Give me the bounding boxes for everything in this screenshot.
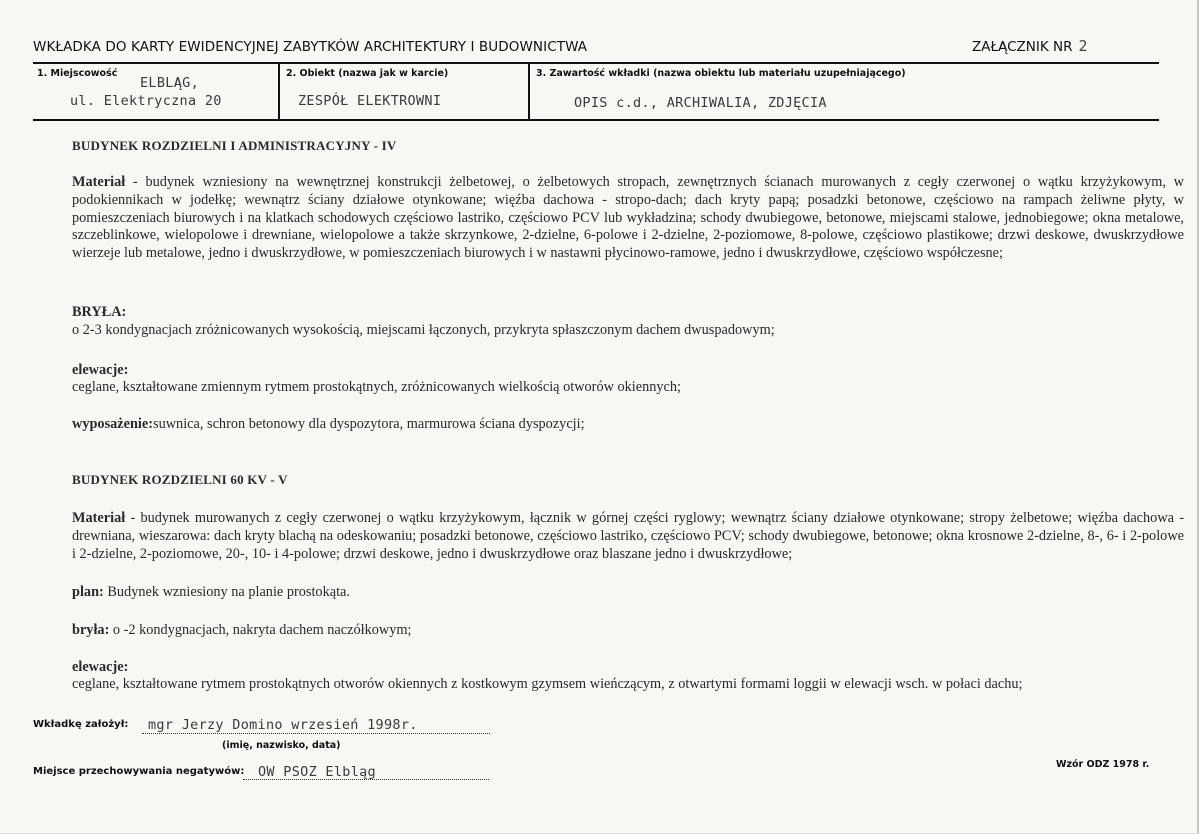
author-hint: (imię, nazwisko, data) <box>222 740 341 751</box>
wyposazenie-label: wyposażenie: <box>72 416 154 432</box>
contents-value: OPIS c.d., ARCHIWALIA, ZDJĘCIA <box>574 95 827 111</box>
author-label: Wkładkę założył: <box>33 719 129 730</box>
section-v-material <box>72 510 1184 563</box>
bryla-label: BRYŁA: <box>72 304 127 320</box>
section-v-plan <box>72 584 350 601</box>
location-label: 1. Miejscowość <box>37 68 118 79</box>
section-iv-elewacje-label <box>72 362 128 379</box>
header-top-rule <box>33 62 1159 64</box>
storage-value: OW PSOZ Elbląg <box>258 764 376 780</box>
section-iv-elewacje-text: ceglane, kształtowane zmiennym rytmem prostokątnych, zróżnicowanych wielkością otworów okiennych; <box>72 379 682 395</box>
plan-text: Budynek wzniesiony na planie prostokąta. <box>103 584 350 600</box>
author-dotted-line <box>142 733 490 734</box>
section-v-elewacje-label <box>72 659 128 676</box>
elewacje-label: elewacje: <box>72 362 129 378</box>
elewacje-label: elewacje: <box>72 659 129 675</box>
storage-label: Miejsce przechowywania negatywów: <box>33 766 245 777</box>
storage-dotted-line <box>243 779 489 780</box>
header-divider-1 <box>278 63 280 120</box>
annex-number: 2 <box>1078 37 1088 55</box>
object-value: ZESPÓŁ ELEKTROWNI <box>298 93 442 109</box>
section-iv-material <box>72 174 1184 263</box>
location-city: ELBLĄG, <box>140 75 199 91</box>
material-label: Materiał <box>72 510 126 526</box>
bryla-label: bryła: <box>72 622 110 638</box>
material-text: - budynek murowanych z cegły czerwonej o wątku krzyżykowym, łącznik w górnej części ryglowy; wewnątrz ściany działowe otynkowane; stropy żelbetowe; więźba dachowa -drewniana, wieszarowa: dach kryty blachą na odeskowaniu; posadzki betonowe, częściowo lastriko, częściowo PCV; schody dwubiegowe, betonowe; okna krosnowe 2-dzielne, 8-, 6- i 2-polowe i 2-dzielne, 2-poziomowe, 20-, 10- i 4-polowe; drzwi deskowe, jedno i dwuskrzydłowe oraz blaszane jedno i dwuskrzydłowe; <box>72 510 1184 562</box>
section-iv-bryla-text: o 2-3 kondygnacjach zróżnicowanych wysokością, miejscami łączonych, przykryta spłaszczonym dachem dwuspadowym; <box>72 322 775 338</box>
annex-label: ZAŁĄCZNIK NR <box>972 39 1073 55</box>
contents-label: 3. Zawartość wkładki (nazwa obiektu lub materiału uzupełniającego) <box>536 68 906 79</box>
section-heading-iv: BUDYNEK ROZDZIELNI I ADMINISTRACYJNY - IV <box>72 138 397 153</box>
material-text: - budynek wzniesiony na wewnętrznej konstrukcji żelbetowej, o żelbetowych stropach, zewnętrznych ścianach murowanych z cegły czerwonej o wątku krzyżykowym, w podokiennikach w jodełkę; wewnątrz ściany działowe otynkowane; więźba dachowa - stropo-dach; dach kryty papą; posadzki betonowe, częściowo na rampach żeliwne płyty, w pomieszczeniach biurowych i na klatkach schodowych częściowo lastriko, częściowo PCV lub wykładzina; schody dwubiegowe, betonowe, miejscami stalowe, jednobiegowe; okna metalowe, szczeblinkowe, wielopolowe i drewniane, wielopolowe a także skrzynkowe, 2-dzielne, 6-polowe i 2-dzielne, 2-poziomowe, 8-polowe, częściowo plastikowe; drzwi deskowe, dwuskrzydłowe wierzeje lub metalowe, jedno i dwuskrzydłowe, w pomieszczeniach biurowych i w nastawni płycinowo-ramowe, jedno i dwuskrzydłowe, częściowo współczesne; <box>72 174 1184 262</box>
section-iv-wyposazenie <box>72 416 585 433</box>
section-v-bryla <box>72 622 411 639</box>
section-iv-bryla-label <box>72 304 126 321</box>
section-v-elewacje-text: ceglane, kształtowane rytmem prostokątnych otworów okiennych z kostkowym gzymsem wieńczącym, z otwartymi formami loggii w elewacji wsch. w połaci dachu; <box>72 676 1023 692</box>
header-divider-2 <box>528 63 530 120</box>
location-street: ul. Elektryczna 20 <box>70 93 222 109</box>
annex-number-field <box>972 37 1087 55</box>
author-value: mgr Jerzy Domino wrzesień 1998r. <box>148 717 418 733</box>
bryla-text: o -2 kondygnacjach, nakryta dachem naczółkowym; <box>109 622 412 638</box>
plan-label: plan: <box>72 584 104 600</box>
header-bottom-rule <box>33 119 1159 121</box>
form-code: Wzór ODZ 1978 r. <box>1056 759 1150 770</box>
wyposazenie-text: suwnica, schron betonowy dla dyspozytora, marmurowa ściana dyspozycji; <box>153 416 585 432</box>
form-title: WKŁADKA DO KARTY EWIDENCYJNEJ ZABYTKÓW ARCHITEKTURY I BUDOWNICTWA <box>33 39 588 55</box>
material-label: Materiał <box>72 174 126 190</box>
object-label: 2. Obiekt (nazwa jak w karcie) <box>286 68 449 79</box>
section-heading-v: BUDYNEK ROZDZIELNI 60 KV - V <box>72 472 288 487</box>
